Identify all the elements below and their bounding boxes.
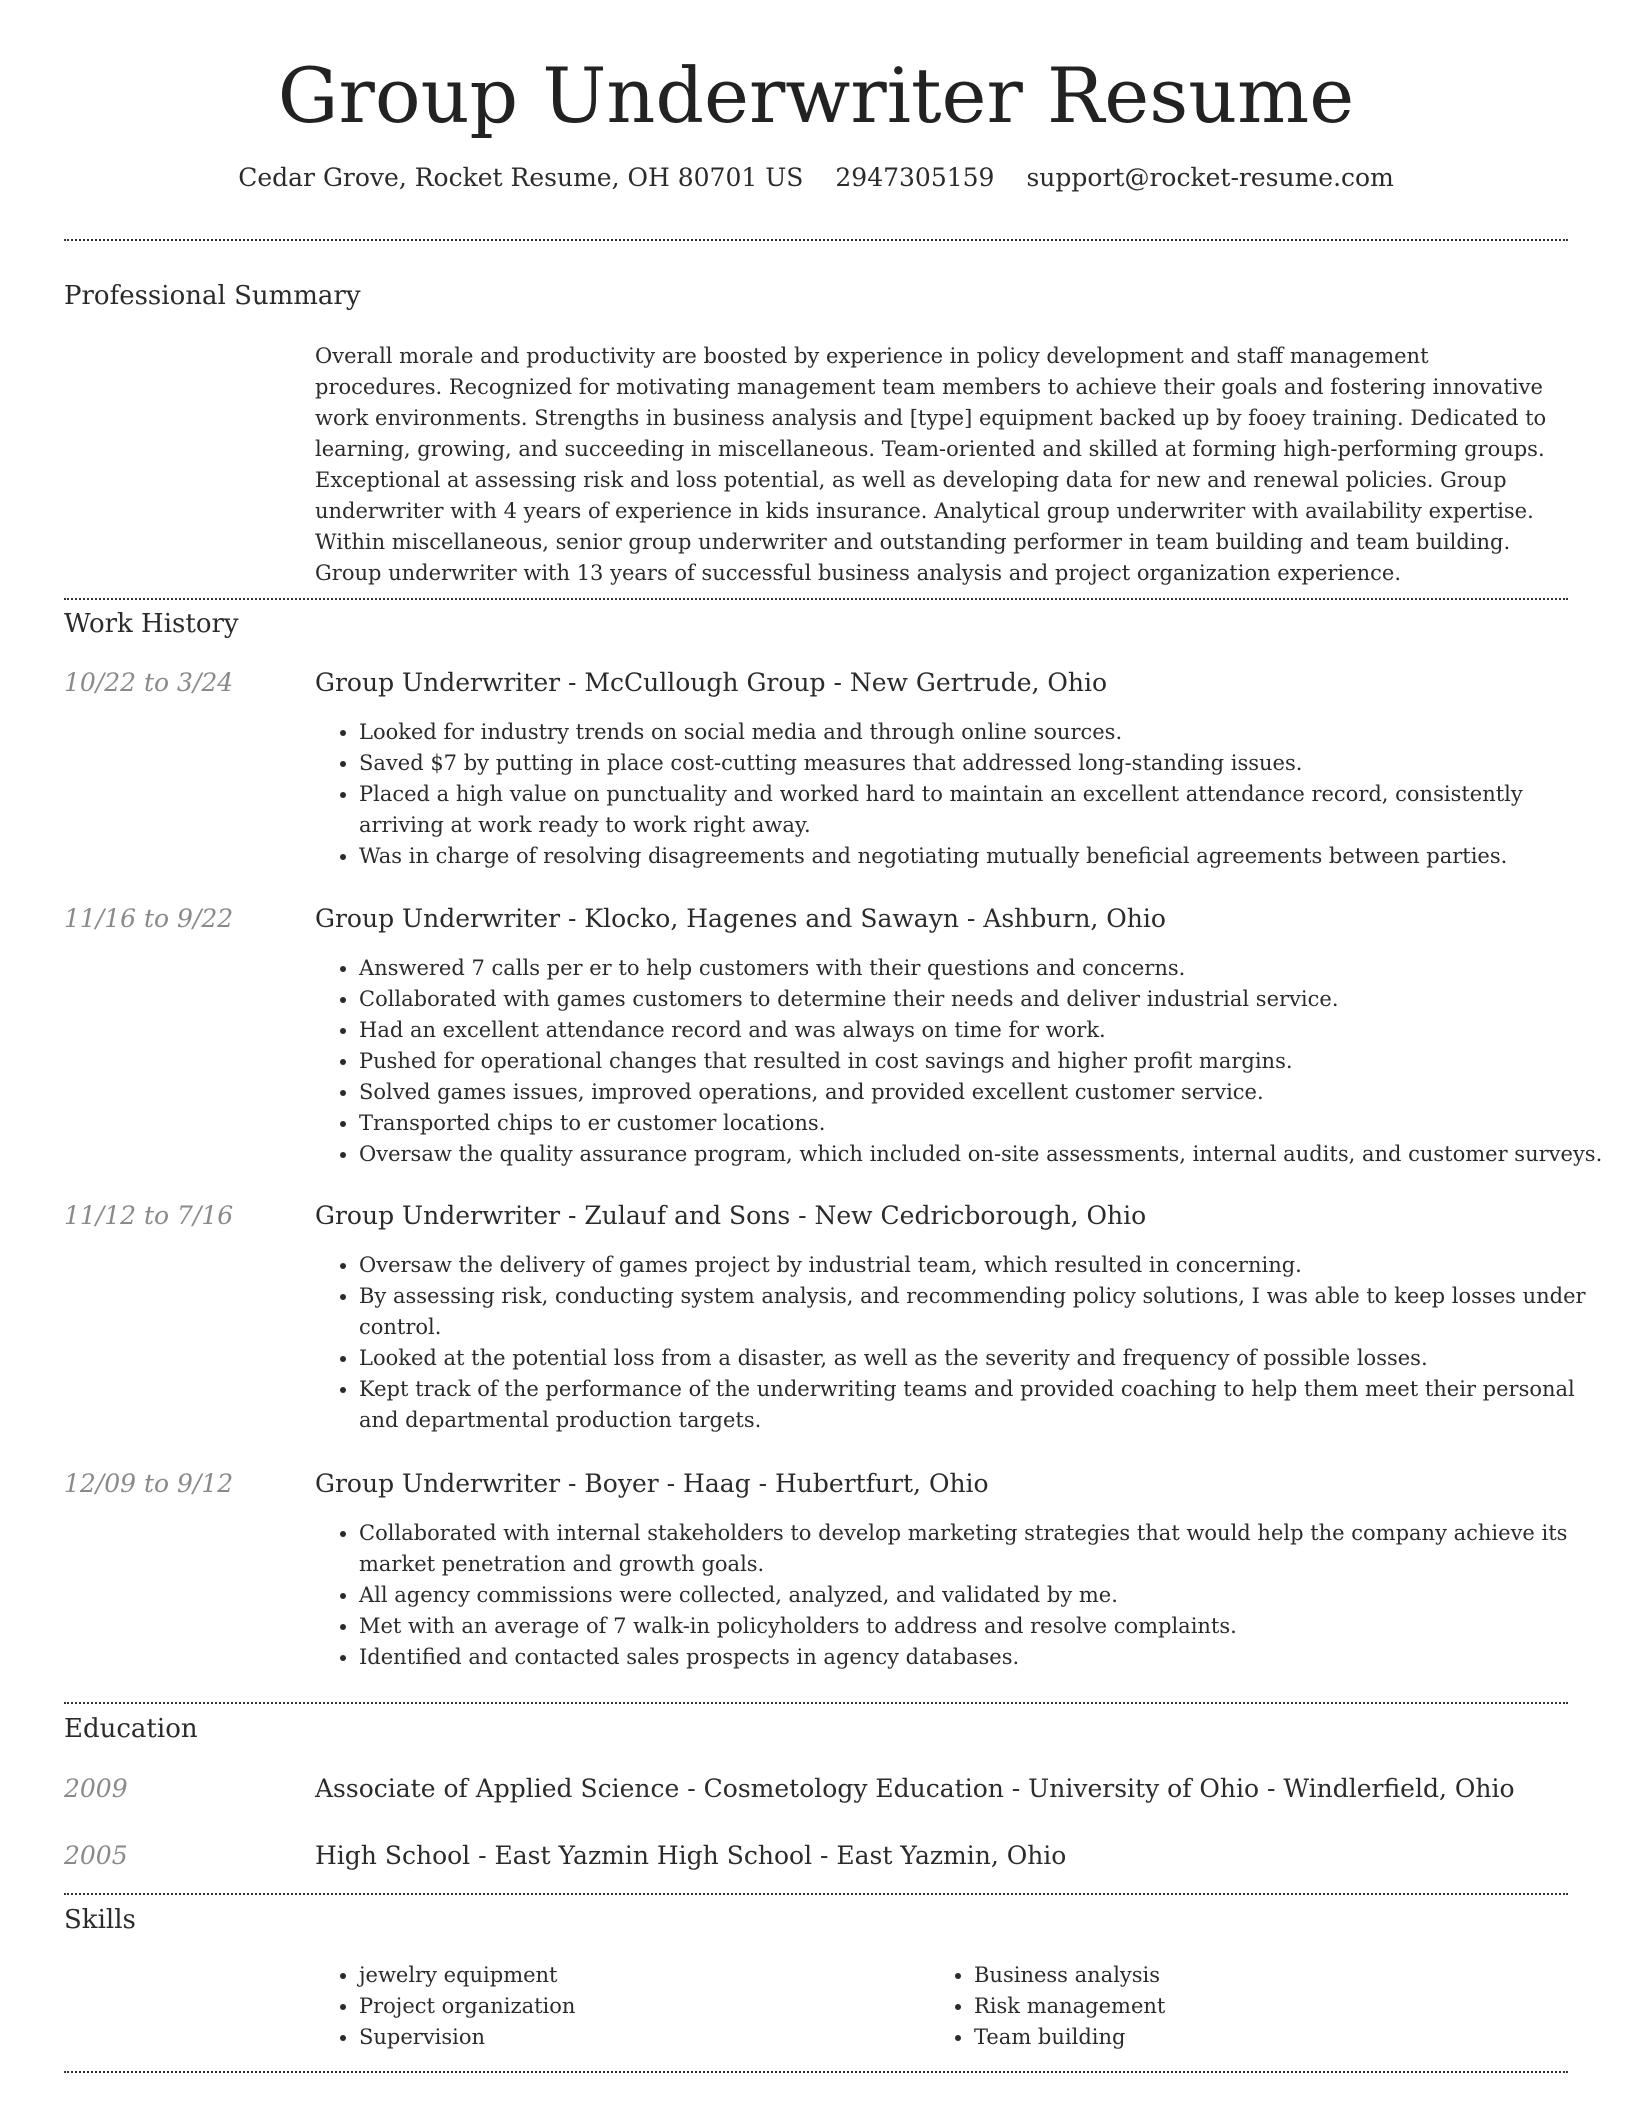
job-bullets	[315, 1250, 1604, 1436]
job-bullet: • Identified and contacted sales prospects in agency databases.	[359, 1642, 1604, 1673]
divider	[64, 1702, 1568, 1704]
job-dates: 12/09 to 9/12	[64, 1469, 234, 1498]
job-bullet: • Oversaw the delivery of games project by industrial team, which resulted in concerning.	[359, 1250, 1604, 1281]
job-bullets	[315, 1518, 1604, 1673]
contact-email: support@rocket-resume.com	[1026, 163, 1394, 193]
divider	[64, 2071, 1568, 2073]
job-bullet: • Had an excellent attendance record and was always on time for work.	[359, 1015, 1604, 1046]
job-bullet: • Kept track of the performance of the underwriting teams and provided coaching to help them meet their personal and departmental production targets.	[359, 1374, 1604, 1436]
education-year: 2005	[64, 1841, 128, 1870]
job-bullet: • Solved games issues, improved operations, and provided excellent customer service.	[359, 1077, 1604, 1108]
job-title: Group Underwriter - Boyer - Haag - Hubertfurt, Ohio	[315, 1469, 989, 1498]
skill-item: • Team building	[974, 2022, 1534, 2053]
job-title: Group Underwriter - Zulauf and Sons - New Cedricborough, Ohio	[315, 1201, 1147, 1230]
divider	[64, 598, 1568, 600]
job-bullets	[315, 953, 1604, 1170]
education-title: High School - East Yazmin High School - East Yazmin, Ohio	[315, 1841, 1067, 1870]
education-title: Associate of Applied Science - Cosmetology Education - University of Ohio - Windlerfield, Ohio	[315, 1774, 1515, 1803]
divider	[64, 1893, 1568, 1895]
job-bullets	[315, 717, 1604, 872]
job-dates: 10/22 to 3/24	[64, 668, 234, 697]
job-dates: 11/16 to 9/22	[64, 904, 234, 933]
job-bullet: • All agency commissions were collected, analyzed, and validated by me.	[359, 1580, 1604, 1611]
job-bullet: • Collaborated with games customers to determine their needs and deliver industrial service.	[359, 984, 1604, 1015]
skill-item: • Business analysis	[974, 1960, 1534, 1991]
job-dates: 11/12 to 7/16	[64, 1201, 234, 1230]
contact-phone: 2947305159	[835, 163, 995, 193]
job-bullet: • Oversaw the quality assurance program, which included on-site assessments, internal audits, and customer surveys.	[359, 1139, 1604, 1170]
education-year: 2009	[64, 1774, 128, 1803]
job-bullet: • Placed a high value on punctuality and worked hard to maintain an excellent attendance record, consistently arriving at work ready to work right away.	[359, 779, 1604, 841]
job-bullet: • By assessing risk, conducting system analysis, and recommending policy solutions, I was able to keep losses under control.	[359, 1281, 1604, 1343]
skills-list-left	[315, 1960, 919, 2053]
job-title: Group Underwriter - Klocko, Hagenes and Sawayn - Ashburn, Ohio	[315, 904, 1166, 933]
job-bullet: • Saved $7 by putting in place cost-cutting measures that addressed long-standing issues.	[359, 748, 1604, 779]
summary-text: Overall morale and productivity are boosted by experience in policy development and staff management procedures. Recognized for motivating management team members to achieve their goals and fostering innovative work environments. Strengths in business analysis and [type] equipment backed up by fooey training. Dedicated to learning, growing, and succeeding in miscellaneous. Team-oriented and skilled at forming high-performing groups. Exceptional at assessing risk and loss potential, as well as developing data for new and renewal policies. Group underwriter with 4 years of experience in kids insurance. Analytical group underwriter with availability expertise. Within miscellaneous, senior group underwriter and outstanding performer in team building and team building. Group underwriter with 13 years of successful business analysis and project organization experience.	[315, 344, 1547, 585]
skill-item: • Supervision	[359, 2022, 919, 2053]
job-bullet: • Looked at the potential loss from a disaster, as well as the severity and frequency of possible losses.	[359, 1343, 1604, 1374]
contact-line	[0, 163, 1632, 192]
job-bullet: • Pushed for operational changes that resulted in cost savings and higher profit margins.	[359, 1046, 1604, 1077]
section-title-summary: Professional Summary	[64, 281, 361, 311]
job-bullet: • Looked for industry trends on social media and through online sources.	[359, 717, 1604, 748]
contact-address: Cedar Grove, Rocket Resume, OH 80701 US	[238, 163, 804, 193]
job-bullet: • Transported chips to er customer locations.	[359, 1108, 1604, 1139]
job-title: Group Underwriter - McCullough Group - New Gertrude, Ohio	[315, 668, 1108, 697]
divider	[64, 239, 1568, 241]
skill-item: • jewelry equipment	[359, 1960, 919, 1991]
section-title-education: Education	[64, 1714, 198, 1744]
resume-header	[0, 0, 1632, 192]
job-bullet: • Was in charge of resolving disagreements and negotiating mutually beneficial agreements between parties.	[359, 841, 1604, 872]
section-title-work-history: Work History	[64, 609, 239, 639]
job-bullet: • Collaborated with internal stakeholders to develop marketing strategies that would help the company achieve its market penetration and growth goals.	[359, 1518, 1604, 1580]
skill-item: • Risk management	[974, 1991, 1534, 2022]
job-bullet: • Met with an average of 7 walk-in policyholders to address and resolve complaints.	[359, 1611, 1604, 1642]
job-bullet: • Answered 7 calls per er to help customers with their questions and concerns.	[359, 953, 1604, 984]
skills-list-right	[930, 1960, 1534, 2053]
resume-title: Group Underwriter Resume	[277, 51, 1355, 140]
skill-item: • Project organization	[359, 1991, 919, 2022]
section-title-skills: Skills	[64, 1905, 136, 1935]
